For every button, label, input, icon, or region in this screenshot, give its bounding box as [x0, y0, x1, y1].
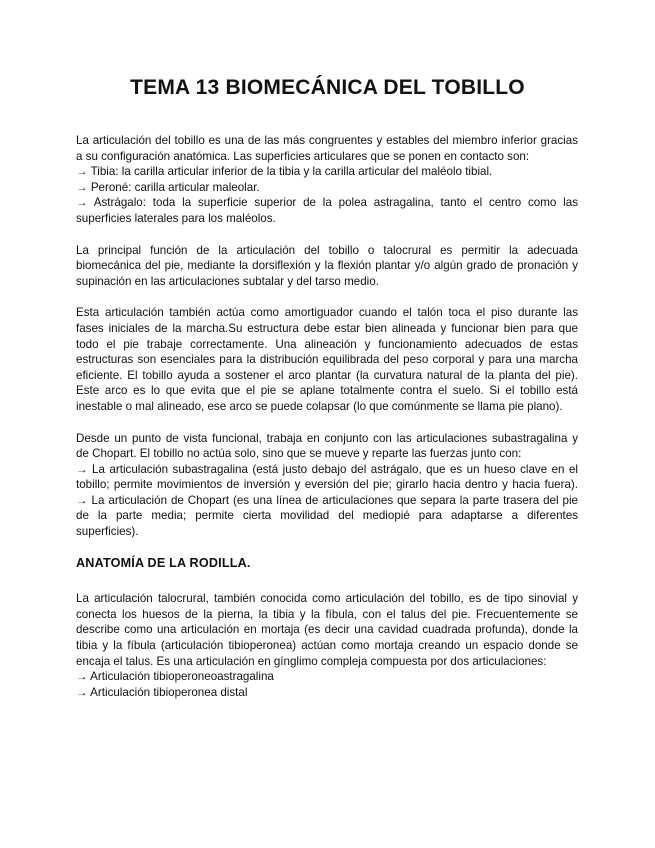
paragraph-intro	[76, 133, 578, 227]
text-line: superficies).	[76, 525, 139, 539]
text-line: inestable o mal alineado, ese arco se puede colapsar (lo que comúnmente se llama pie plano).	[76, 399, 563, 413]
text-line: tobillo; permite movimientos de inversión y eversión del pie; girarlo hacia dentro y hacia fuera).	[76, 478, 578, 492]
text-line: eficiente. El tobillo ayuda a sostener el arco plantar (la curvatura natural de la planta del pie).	[76, 368, 578, 382]
text-line: todo el pie trabaje correctamente. Una alineación y funcionamiento adecuados de estas	[76, 337, 578, 351]
text-line: Desde un punto de vista funcional, trabaja en conjunto con las articulaciones subastragalina y	[76, 431, 578, 445]
text-line: → Articulación tibioperoneoastragalina	[76, 670, 274, 684]
text-line: → Articulación tibioperonea distal	[76, 685, 248, 699]
text-line: de Chopart. El tobillo no actúa solo, sino que se mueve y reparte las fuerzas junto con:	[76, 447, 522, 461]
text-line: Este arco es lo que evita que el pie se aplane totalmente contra el suelo. Si el tobillo está	[76, 384, 578, 398]
text-line: La principal función de la articulación del tobillo o talocrural es permitir la adecuada	[76, 243, 578, 257]
text-line: → Astrágalo: toda la superficie superior de la polea astragalina, tanto el centro como las	[76, 196, 578, 210]
text-line: de la parte media; permite cierta movilidad del mediopié para adaptarse a diferentes	[76, 509, 578, 523]
text-line: Esta articulación también actúa como amortiguador cuando el talón toca el piso durante las	[76, 306, 578, 320]
paragraph-anatomy	[76, 591, 578, 700]
page-title: TEMA 13 BIOMECÁNICA DEL TOBILLO	[130, 76, 525, 99]
text-line: fases iniciales de la marcha.Su estructura debe estar bien alineada y funcionar bien para que	[76, 321, 578, 335]
text-line: → La articulación de Chopart (es una línea de articulaciones que separa la parte trasera del pie	[76, 493, 578, 507]
text-line: → Peroné: carilla articular maleolar.	[76, 180, 260, 194]
text-line: conecta los huesos de la pierna, la tibia y la fíbula, con el talus del pie. Frecuentemente se	[76, 607, 578, 621]
text-line: a su configuración anatómica. Las superficies articulares que se ponen en contacto son:	[76, 149, 530, 163]
text-line: → Tibia: la carilla articular inferior de la tibia y la carilla articular del maléolo tibial.	[76, 165, 493, 179]
paragraph-functional-view	[76, 431, 578, 540]
text-line: tibia y la fíbula (articulación tibioperonea) actúan como mortaja creando un espacio donde se	[76, 639, 578, 653]
text-line: describe como una articulación en mortaja (es decir una cavidad cuadrada profunda), donde la	[76, 623, 578, 637]
text-line: biomecánica del pie, mediante la dorsiflexión y la flexión plantar y/o algún grado de pronación y	[76, 259, 578, 273]
document-body	[76, 133, 578, 716]
text-line: superficies laterales para los maléolos.	[76, 211, 276, 225]
paragraph-shock-absorber	[76, 305, 578, 414]
text-line: La articulación talocrural, también conocida como articulación del tobillo, es de tipo sinovial y	[76, 592, 578, 606]
paragraph-function	[76, 243, 578, 290]
text-line: La articulación del tobillo es una de las más congruentes y estables del miembro inferior gracias	[76, 134, 578, 147]
text-line: encaja el talus. Es una articulación en gínglimo compleja compuesta por dos articulaciones:	[76, 654, 547, 668]
text-line: → La articulación subastragalina (está justo debajo del astrágalo, que es un hueso clave en el	[76, 462, 578, 476]
text-line: supinación en las articulaciones subtalar y del tarso medio.	[76, 274, 379, 288]
text-line: estructuras son esenciales para la distribución equilibrada del peso corporal y para una marcha	[76, 353, 578, 367]
section-heading: ANATOMÍA DE LA RODILLA.	[76, 555, 251, 570]
